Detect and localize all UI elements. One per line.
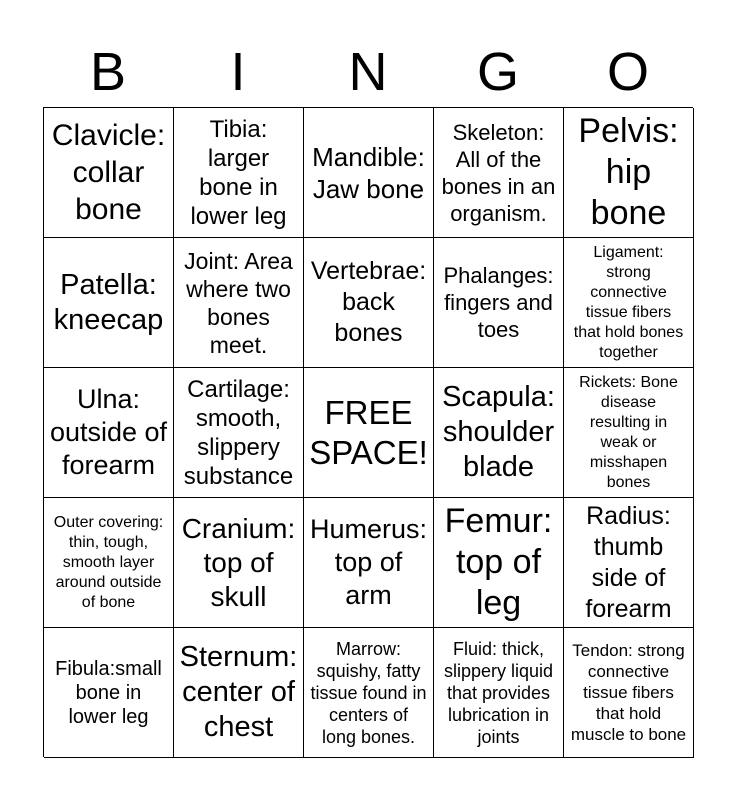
bingo-cell[interactable]: Radius: thumb side of forearm (564, 498, 694, 628)
bingo-cell[interactable]: Fluid: thick, slippery liquid that provides lubrication in joints (434, 628, 564, 758)
bingo-cell[interactable]: Rickets: Bone disease resulting in weak or misshapen bones (564, 368, 694, 498)
bingo-cell[interactable]: Tibia: larger bone in lower leg (174, 108, 304, 238)
bingo-cell[interactable]: Sternum: center of chest (174, 628, 304, 758)
header-letter: G (476, 42, 519, 102)
bingo-cell[interactable]: Phalanges: fingers and toes (434, 238, 564, 368)
bingo-cell[interactable]: Joint: Area where two bones meet. (174, 238, 304, 368)
bingo-cell[interactable]: Cartilage: smooth, slippery substance (174, 368, 304, 498)
bingo-cell[interactable]: Fibula:small bone in lower leg (44, 628, 174, 758)
bingo-header (43, 40, 693, 104)
bingo-cell[interactable]: Patella: kneecap (44, 238, 174, 368)
bingo-cell[interactable]: Skeleton: All of the bones in an organism. (434, 108, 564, 238)
bingo-cell[interactable]: Ligament: strong connective tissue fibers that hold bones together (564, 238, 694, 368)
header-letter: I (230, 42, 246, 102)
bingo-cell[interactable]: Pelvis: hip bone (564, 108, 694, 238)
bingo-cell[interactable]: Mandible: Jaw bone (304, 108, 434, 238)
bingo-cell[interactable]: Tendon: strong connective tissue fibers that hold muscle to bone (564, 628, 694, 758)
bingo-cell[interactable]: Ulna: outside of forearm (44, 368, 174, 498)
bingo-cell[interactable]: Femur: top of leg (434, 498, 564, 628)
bingo-cell[interactable]: Clavicle: collar bone (44, 108, 174, 238)
bingo-cell[interactable]: Outer covering: thin, tough, smooth layer around outside of bone (44, 498, 174, 628)
bingo-cell[interactable]: Marrow: squishy, fatty tissue found in centers of long bones. (304, 628, 434, 758)
free-space-cell[interactable]: FREE SPACE! (304, 368, 434, 498)
header-letter: N (348, 42, 388, 102)
bingo-cell[interactable]: Scapula: shoulder blade (434, 368, 564, 498)
bingo-cell[interactable]: Cranium: top of skull (174, 498, 304, 628)
bingo-grid (43, 107, 693, 757)
header-letter: O (606, 42, 649, 102)
bingo-cell[interactable]: Humerus: top of arm (304, 498, 434, 628)
bingo-cell[interactable]: Vertebrae: back bones (304, 238, 434, 368)
header-letter: B (89, 42, 127, 102)
